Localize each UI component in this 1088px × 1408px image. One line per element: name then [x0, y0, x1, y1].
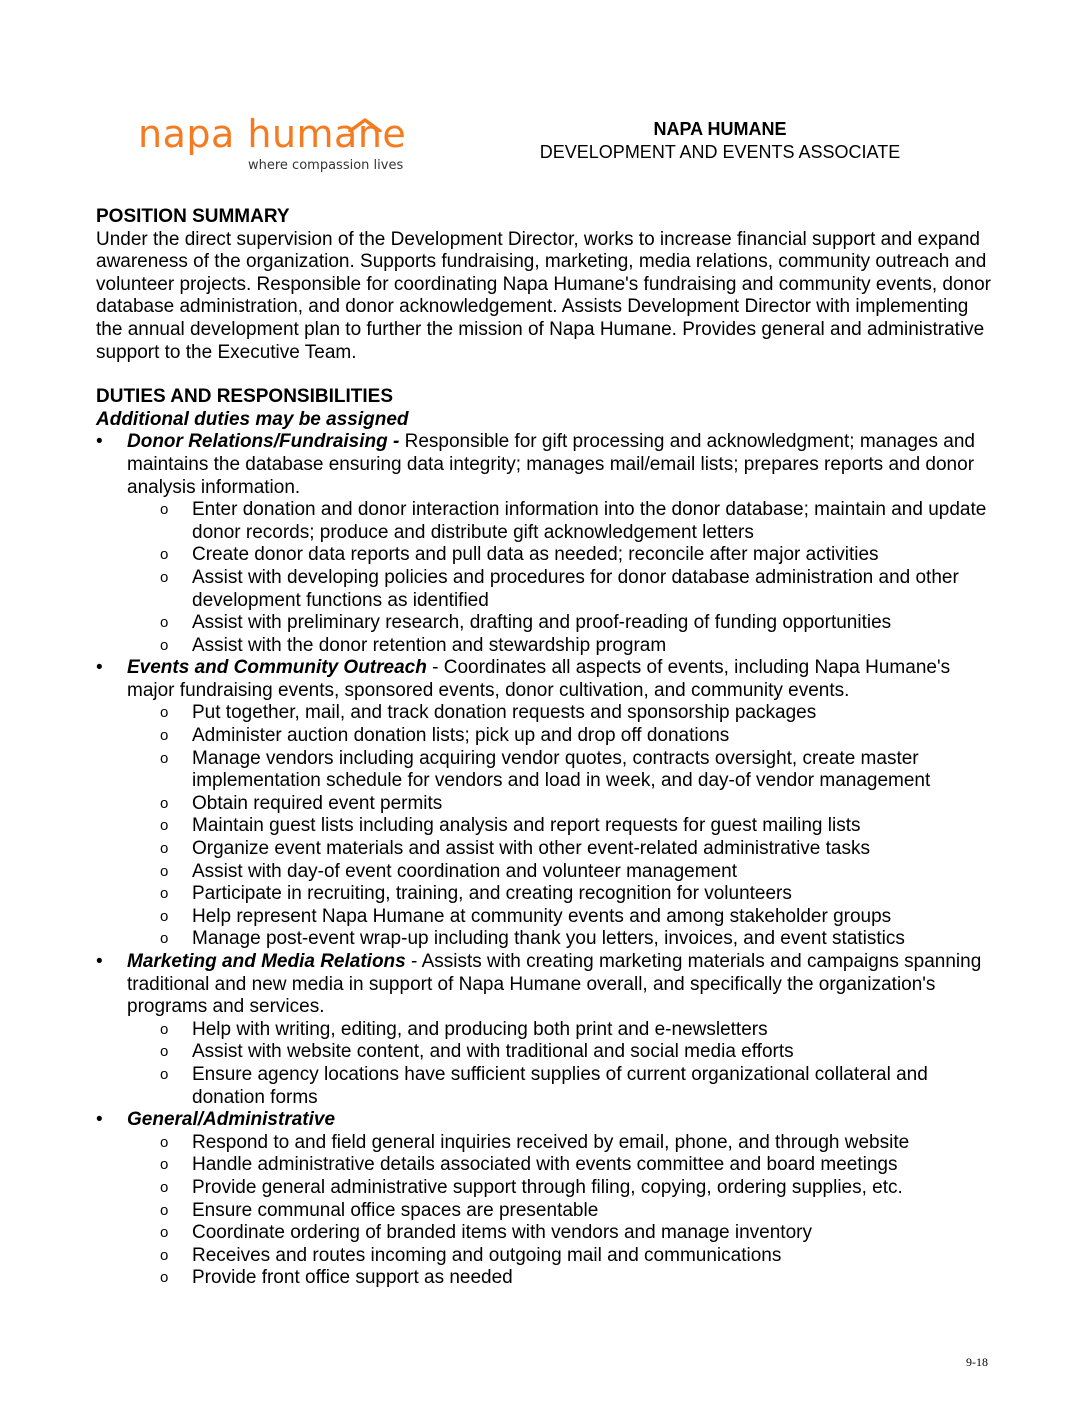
- sub-bullet-icon: o: [160, 1156, 169, 1174]
- duties-list: [96, 431, 996, 1290]
- sub-bullet-icon: o: [160, 636, 169, 654]
- bullet-icon: •: [96, 1109, 103, 1131]
- sub-bullet-icon: o: [160, 1065, 169, 1083]
- subtask-item: [127, 1200, 996, 1223]
- duty-item: [96, 657, 996, 951]
- bullet-icon: •: [96, 431, 103, 453]
- subtask-item: [127, 702, 996, 725]
- subtask-text: Administer auction donation lists; pick up and drop off donations: [192, 725, 730, 747]
- logo-tagline: where compassion lives: [248, 158, 404, 173]
- subtask-text: Assist with the donor retention and stewardship program: [192, 634, 667, 656]
- duties-heading: DUTIES AND RESPONSIBILITIES: [96, 386, 393, 408]
- subtask-text: Manage post-event wrap-up including thank you letters, invoices, and event statistics: [192, 928, 905, 950]
- sub-bullet-icon: o: [160, 794, 169, 812]
- sub-bullet-icon: o: [160, 840, 169, 858]
- sub-bullet-icon: o: [160, 1178, 169, 1196]
- subtask-text: Obtain required event permits: [192, 792, 443, 814]
- subtask-text: Participate in recruiting, training, and creating recognition for volunteers: [192, 883, 792, 905]
- subtask-item: [127, 1267, 996, 1290]
- duty-title: General/Administrative: [127, 1109, 336, 1131]
- subtask-text: Handle administrative details associated with events committee and board meetings: [192, 1154, 898, 1176]
- subtask-item: [127, 838, 996, 861]
- subtask-text: Ensure communal office spaces are presentable: [192, 1199, 599, 1221]
- subtask-item: [127, 1064, 996, 1109]
- subtask-item: [127, 1132, 996, 1155]
- subtask-item: [127, 1222, 996, 1245]
- revision-code: 9-18: [966, 1355, 988, 1369]
- subtask-text: Create donor data reports and pull data as needed; reconcile after major activities: [192, 544, 879, 566]
- subtask-item: [127, 567, 996, 612]
- subtask-text: Maintain guest lists including analysis and report requests for guest mailing lists: [192, 815, 861, 837]
- subtask-item: [127, 499, 996, 544]
- duty-description: Responsible for gift processing and acknowledgment; manages and maintains the database ensuring data integrity; manages mail/email lists; prepares reports and donor analysis information.: [127, 431, 975, 498]
- duty-title: Marketing and Media Relations: [127, 951, 406, 972]
- sub-bullet-icon: o: [160, 546, 169, 564]
- subtask-text: Assist with preliminary research, drafting and proof-reading of funding opportunities: [192, 612, 892, 634]
- sub-bullet-icon: o: [160, 1201, 169, 1219]
- sub-bullet-icon: o: [160, 1020, 169, 1038]
- duty-subtasks: [127, 1019, 996, 1109]
- job-title: DEVELOPMENT AND EVENTS ASSOCIATE: [539, 142, 901, 162]
- duty-item: [96, 431, 996, 657]
- subtask-text: Respond to and field general inquiries received by email, phone, and through website: [192, 1131, 910, 1153]
- subtask-item: [127, 906, 996, 929]
- subtask-item: [127, 612, 996, 635]
- sub-bullet-icon: o: [160, 1133, 169, 1151]
- sub-bullet-icon: o: [160, 907, 169, 925]
- duty-description: - Coordinates all aspects of events, including Napa Humane's major fundraising events, sponsored events, donor cultivation, and community events.: [127, 657, 951, 701]
- duty-subtasks: [127, 702, 996, 951]
- subtask-text: Receives and routes incoming and outgoing mail and communications: [192, 1244, 782, 1266]
- position-summary-text: Under the direct supervision of the Development Director, works to increase financial support and expand awareness of the organization. Supports fundraising, marketing, media relations, community outreach and volunteer projects. Responsible for coordinating Napa Humane's fundraising and community events, donor database administration, and donor acknowledgement. Assists Development Director with implementing the annual development plan to further the mission of Napa Humane. Provides general and administrative support to the Executive Team.: [96, 228, 992, 363]
- house-roof-icon: [348, 118, 382, 132]
- subtask-text: Help represent Napa Humane at community events and among stakeholder groups: [192, 905, 892, 927]
- subtask-item: [127, 1041, 996, 1064]
- napa-humane-logo: [138, 112, 408, 182]
- subtask-text: Organize event materials and assist with other event-related administrative tasks: [192, 838, 870, 860]
- sub-bullet-icon: o: [160, 1224, 169, 1242]
- subtask-text: Put together, mail, and track donation requests and sponsorship packages: [192, 702, 817, 724]
- subtask-item: [127, 861, 996, 884]
- subtask-text: Assist with website content, and with traditional and social media efforts: [192, 1041, 794, 1063]
- subtask-text: Provide general administrative support through filing, copying, ordering supplies, etc.: [192, 1176, 903, 1198]
- sub-bullet-icon: o: [160, 1043, 169, 1061]
- duty-title: Donor Relations/Fundraising -: [127, 431, 400, 453]
- document-body: [96, 206, 996, 1290]
- sub-bullet-icon: o: [160, 930, 169, 948]
- subtask-text: Manage vendors including acquiring vendor quotes, contracts oversight, create master implementation schedule for vendors and load in week, and day-of vendor management: [192, 747, 931, 792]
- duty-item: [96, 1109, 996, 1290]
- duty-subtasks: [127, 1132, 996, 1290]
- sub-bullet-icon: o: [160, 568, 169, 586]
- sub-bullet-icon: o: [160, 614, 169, 632]
- organization-name: NAPA HUMANE: [653, 119, 787, 139]
- sub-bullet-icon: o: [160, 727, 169, 745]
- subtask-text: Ensure agency locations have sufficient supplies of current organizational collateral and donation forms: [192, 1063, 928, 1108]
- subtask-text: Provide front office support as needed: [192, 1267, 513, 1289]
- subtask-text: Enter donation and donor interaction information into the donor database; maintain and update donor records; produce and distribute gift acknowledgement letters: [192, 499, 987, 543]
- sub-bullet-icon: o: [160, 862, 169, 880]
- document-header: [520, 118, 920, 164]
- sub-bullet-icon: o: [160, 885, 169, 903]
- subtask-item: [127, 793, 996, 816]
- section-spacer: [96, 364, 996, 386]
- bullet-icon: •: [96, 951, 103, 972]
- sub-bullet-icon: o: [160, 1246, 169, 1264]
- subtask-item: [127, 1019, 996, 1042]
- subtask-item: [127, 1245, 996, 1268]
- subtask-item: [127, 883, 996, 906]
- duty-subtasks: [127, 499, 996, 657]
- sub-bullet-icon: o: [160, 501, 169, 519]
- subtask-text: Assist with developing policies and procedures for donor database administration and other development functions as identified: [192, 566, 959, 611]
- subtask-item: [127, 815, 996, 838]
- sub-bullet-icon: o: [160, 817, 169, 835]
- subtask-text: Help with writing, editing, and producing both print and e-newsletters: [192, 1018, 768, 1040]
- sub-bullet-icon: o: [160, 704, 169, 722]
- subtask-text: Coordinate ordering of branded items with vendors and manage inventory: [192, 1222, 812, 1244]
- logo-wordmark: napa humane: [138, 112, 407, 156]
- bullet-icon: •: [96, 657, 103, 679]
- subtask-text: Assist with day-of event coordination and volunteer management: [192, 860, 737, 882]
- subtask-item: [127, 635, 996, 658]
- duty-title: Events and Community Outreach: [127, 657, 427, 679]
- subtask-item: [127, 725, 996, 748]
- duty-item: [96, 951, 996, 1109]
- subtask-item: [127, 544, 996, 567]
- subtask-item: [127, 1154, 996, 1177]
- subtask-item: [127, 928, 996, 951]
- position-summary-heading: POSITION SUMMARY: [96, 206, 290, 227]
- sub-bullet-icon: o: [160, 749, 169, 767]
- duties-note: Additional duties may be assigned: [96, 408, 409, 430]
- subtask-item: [127, 1177, 996, 1200]
- sub-bullet-icon: o: [160, 1269, 169, 1287]
- subtask-item: [127, 748, 996, 793]
- duty-description: - Assists with creating marketing materials and campaigns spanning traditional and new media in support of Napa Humane overall, and specifically the organization's programs and services.: [127, 951, 982, 1018]
